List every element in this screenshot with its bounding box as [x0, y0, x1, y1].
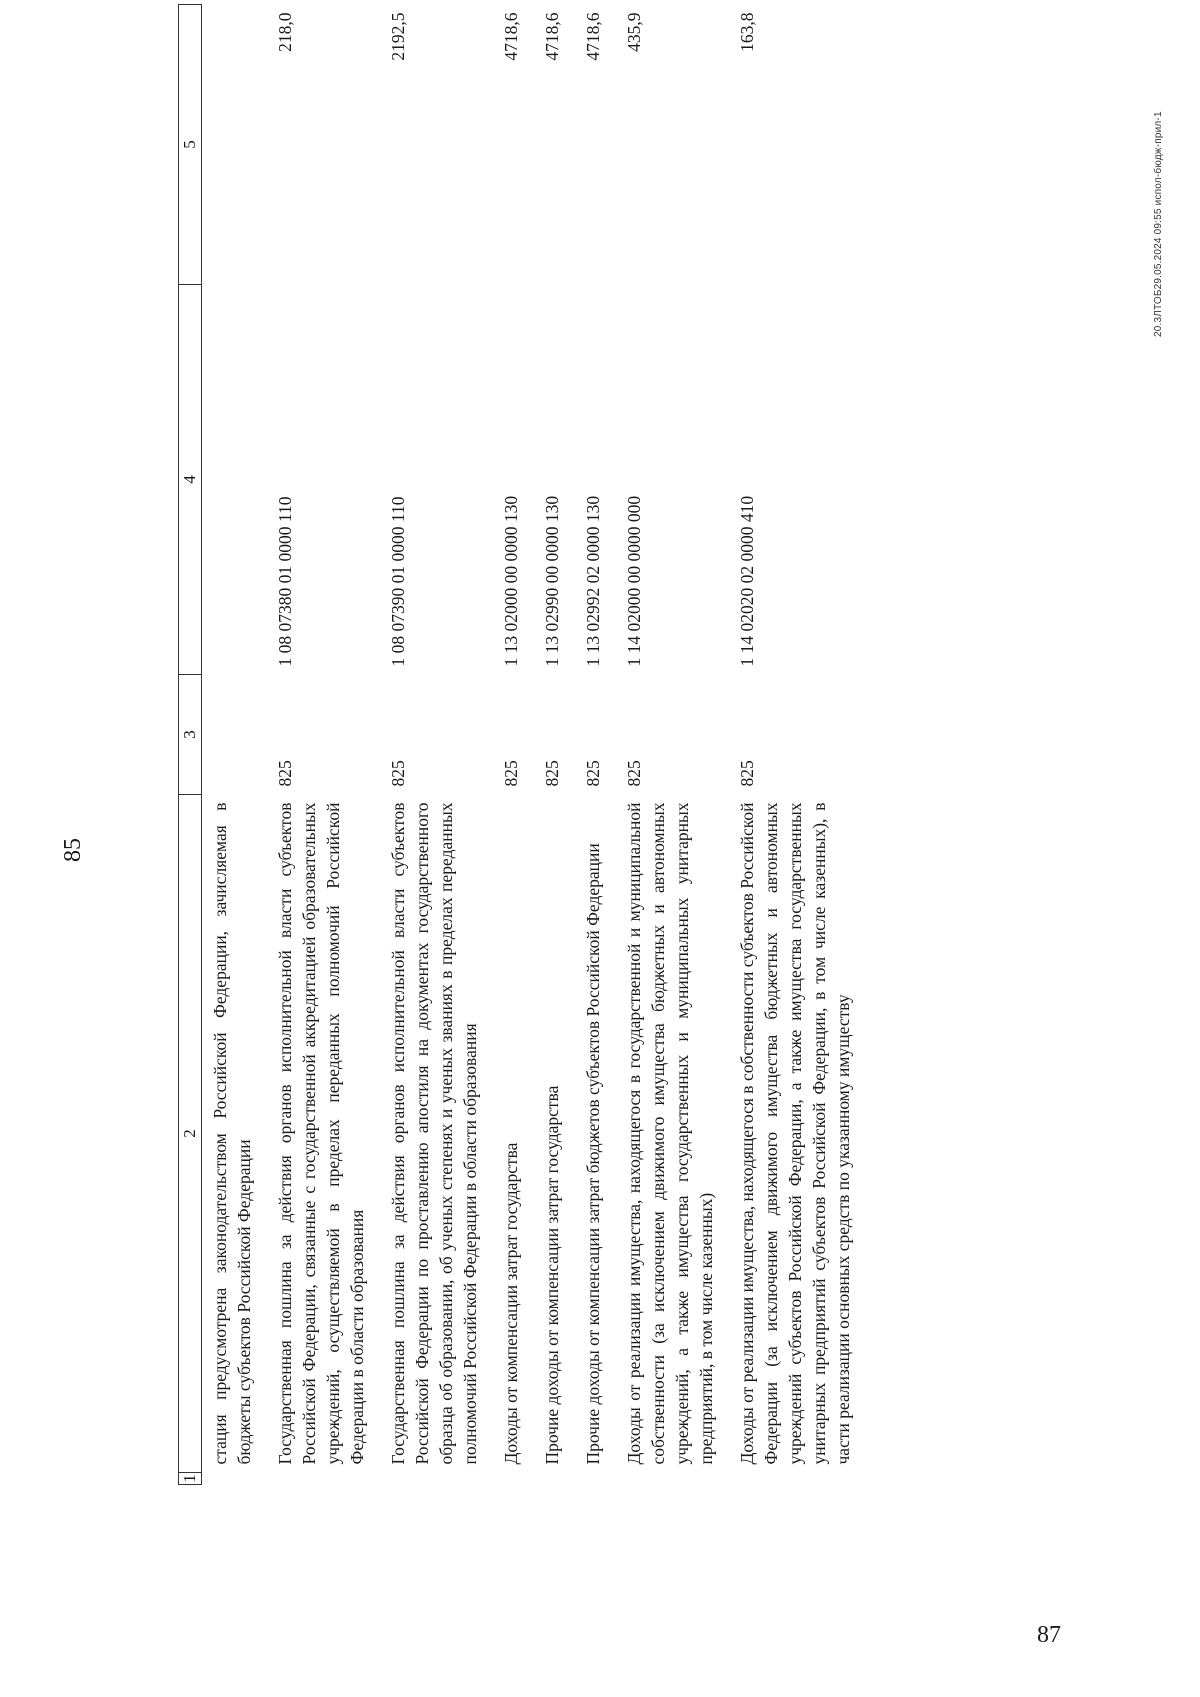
row-name: Прочие доходы от компенсации затрат государства — [542, 1085, 562, 1465]
row-admin-code: 825 — [737, 760, 757, 787]
row-admin-code: 825 — [388, 760, 408, 787]
row-amount: 4718,6 — [501, 12, 521, 61]
column-header-4: 4 — [179, 285, 202, 675]
table-row — [534, 5, 575, 1485]
table-row — [202, 5, 268, 1485]
table-row — [380, 5, 493, 1485]
row-name: Доходы от реализации имущества, находящегося в государственной и муниципальной собственности (за исключением движимого имущества бюджетных и автономных учреждений, а также имущества государственных и муниципальных унитарных предприятий, в том числе казенных) — [624, 802, 716, 1465]
row-amount — [202, 5, 268, 285]
row-revenue-code — [202, 285, 268, 675]
row-revenue-code: 1 13 02992 02 0000 130 — [583, 495, 603, 667]
row-name: стация предусмотрена законодательством Российской Федерации, зачисляемая в бюджеты субъектов Российской Федерации — [210, 802, 254, 1465]
column-header-2: 2 — [179, 795, 202, 1473]
table-row — [493, 5, 534, 1485]
table-row — [616, 5, 729, 1485]
row-admin-code — [202, 675, 268, 795]
row-admin-code: 825 — [583, 760, 603, 787]
row-admin-code: 825 — [501, 760, 521, 787]
print-stamp: 20.3ЛТОБ29.05.2024 09:55 испол-бюдж-прил-1 — [1153, 111, 1164, 337]
row-revenue-code: 1 13 02000 00 0000 130 — [501, 495, 521, 667]
row-amount: 4718,6 — [542, 12, 562, 61]
row-admin-code: 825 — [624, 760, 644, 787]
row-name: Государственная пошлина за действия органов исполнительной власти субъектов Российской Федерации по проставлению апостиля на документах государственного образца об образовании, об ученых степенях и ученых званиях в пределах переданных полномочий Российской Федерации в области образования — [388, 802, 480, 1465]
row-name: Государственная пошлина за действия органов исполнительной власти субъектов Российской Федерации, связанные с государственной аккредитацией образовательных учреждений, осуществляемой в пределах переданных полномочий Российской Федерации в области образования — [275, 802, 367, 1465]
table-row — [729, 5, 866, 1485]
revenue-table — [178, 4, 866, 1485]
table-row — [575, 5, 616, 1485]
footer-page-number: 87 — [1037, 1622, 1061, 1648]
table-row — [267, 5, 380, 1485]
row-revenue-code: 1 08 07390 01 0000 110 — [388, 496, 408, 667]
row-amount: 435,9 — [624, 12, 644, 52]
row-name: Доходы от компенсации затрат государства — [501, 1142, 521, 1465]
row-name: Доходы от реализации имущества, находящегося в собственности субъектов Российской Федерации (за исключением движимого имущества бюджетных и автономных учреждений субъектов Российской Федерации, а также имущества государственных унитарных предприятий субъектов Российской Федерации, в том числе казенных), в части реализации основных средств по указанному имуществу — [737, 802, 853, 1465]
row-amount: 163,8 — [737, 12, 757, 52]
page-number: 85 — [60, 838, 86, 862]
row-revenue-code: 1 13 02990 00 0000 130 — [542, 495, 562, 667]
row-amount: 4718,6 — [583, 12, 603, 61]
table-header-row — [179, 5, 202, 1485]
row-amount: 218,0 — [275, 12, 295, 52]
column-header-5: 5 — [179, 5, 202, 285]
column-header-3: 3 — [179, 675, 202, 795]
row-admin-code: 825 — [275, 760, 295, 787]
row-name: Прочие доходы от компенсации затрат бюджетов субъектов Российской Федерации — [583, 843, 603, 1465]
row-revenue-code: 1 14 02000 00 0000 000 — [624, 495, 644, 667]
column-header-1: 1 — [179, 1473, 202, 1485]
row-revenue-code: 1 14 02020 02 0000 410 — [737, 495, 757, 667]
row-revenue-code: 1 08 07380 01 0000 110 — [275, 496, 295, 667]
row-amount: 2192,5 — [388, 12, 408, 61]
row-admin-code: 825 — [542, 760, 562, 787]
